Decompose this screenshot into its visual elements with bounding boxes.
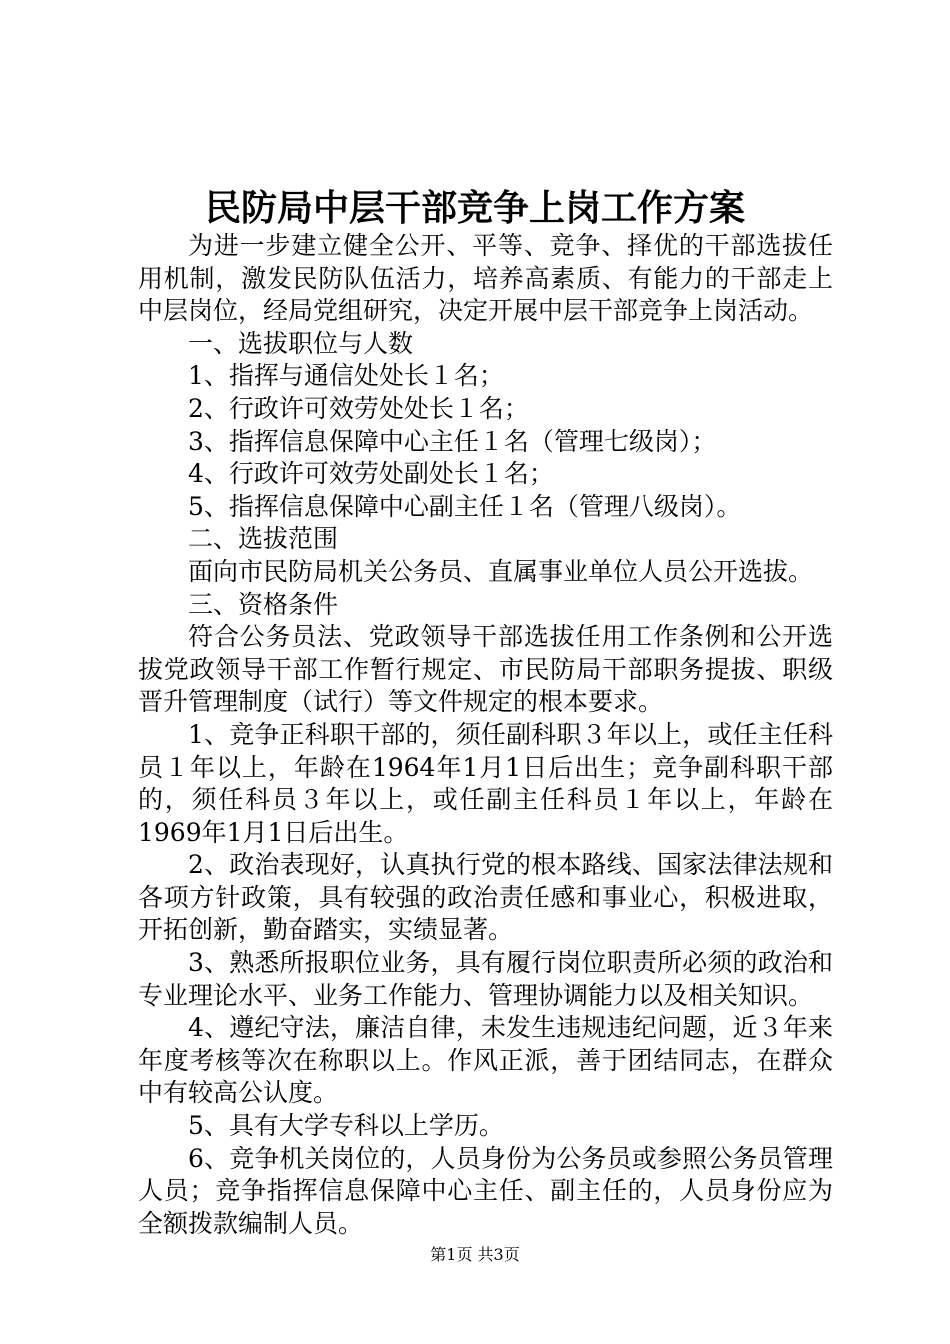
list-item: 2、行政许可效劳处处长１名； — [188, 393, 529, 423]
list-item: 1、竞争正科职干部的，须任副科职３年以上，或任主任科员１年以上，年龄在1964年1月1日后出生；竞争副科职干部的，须任科员３年以上，或任副主任科员１年以上，年龄在1969年1月1日后出生。 — [138, 719, 833, 847]
page-footer: 第1页 共3页 — [430, 1245, 520, 1264]
section-heading: 一、选拔职位与人数 — [188, 328, 414, 358]
list-item: 1、指挥与通信处处长１名； — [188, 361, 504, 391]
section-heading: 二、选拔范围 — [188, 524, 339, 554]
list-item: 2、政治表现好，认真执行党的根本路线、国家法律法规和各项方针政策，具有较强的政治责任感和事业心，积极进取，开拓创新，勤奋踏实，实绩显著。 — [138, 850, 833, 945]
list-item: 5、指挥信息保障中心副主任１名（管理八级岗）。 — [188, 491, 742, 521]
list-item: 6、竞争机关岗位的，人员身份为公务员或参照公务员管理人员；竞争指挥信息保障中心主任、副主任的，人员身份应为全额拨款编制人员。 — [138, 1143, 833, 1238]
list-item: 3、指挥信息保障中心主任１名（管理七级岗）； — [188, 426, 717, 456]
body-paragraph: 面向市民防局机关公务员、直属事业单位人员公开选拔。 — [188, 556, 814, 586]
section-heading: 三、资格条件 — [188, 589, 339, 619]
list-item: 4、行政许可效劳处副处长１名； — [188, 459, 554, 489]
list-item: 3、熟悉所报职位业务，具有履行岗位职责所必须的政治和专业理论水平、业务工作能力、管理协调能力以及相关知识。 — [138, 948, 833, 1010]
document-body — [138, 230, 833, 1240]
body-paragraph: 符合公务员法、党政领导干部选拔任用工作条例和公开选拔党政领导干部工作暂行规定、市民防局干部职务提拔、职级晋升管理制度（试行）等文件规定的根本要求。 — [138, 622, 833, 717]
intro-paragraph: 为进一步建立健全公开、平等、竞争、择优的干部选拔任用机制，激发民防队伍活力，培养高素质、有能力的干部走上中层岗位，经局党组研究，决定开展中层干部竞争上岗活动。 — [138, 231, 833, 326]
document-title: 民防局中层干部竞争上岗工作方案 — [204, 187, 745, 229]
list-item: 5、具有大学专科以上学历。 — [188, 1111, 504, 1141]
list-item: 4、遵纪守法，廉洁自律，未发生违规违纪问题，近３年来年度考核等次在称职以上。作风正派，善于团结同志，在群众中有较高公认度。 — [138, 1013, 833, 1108]
